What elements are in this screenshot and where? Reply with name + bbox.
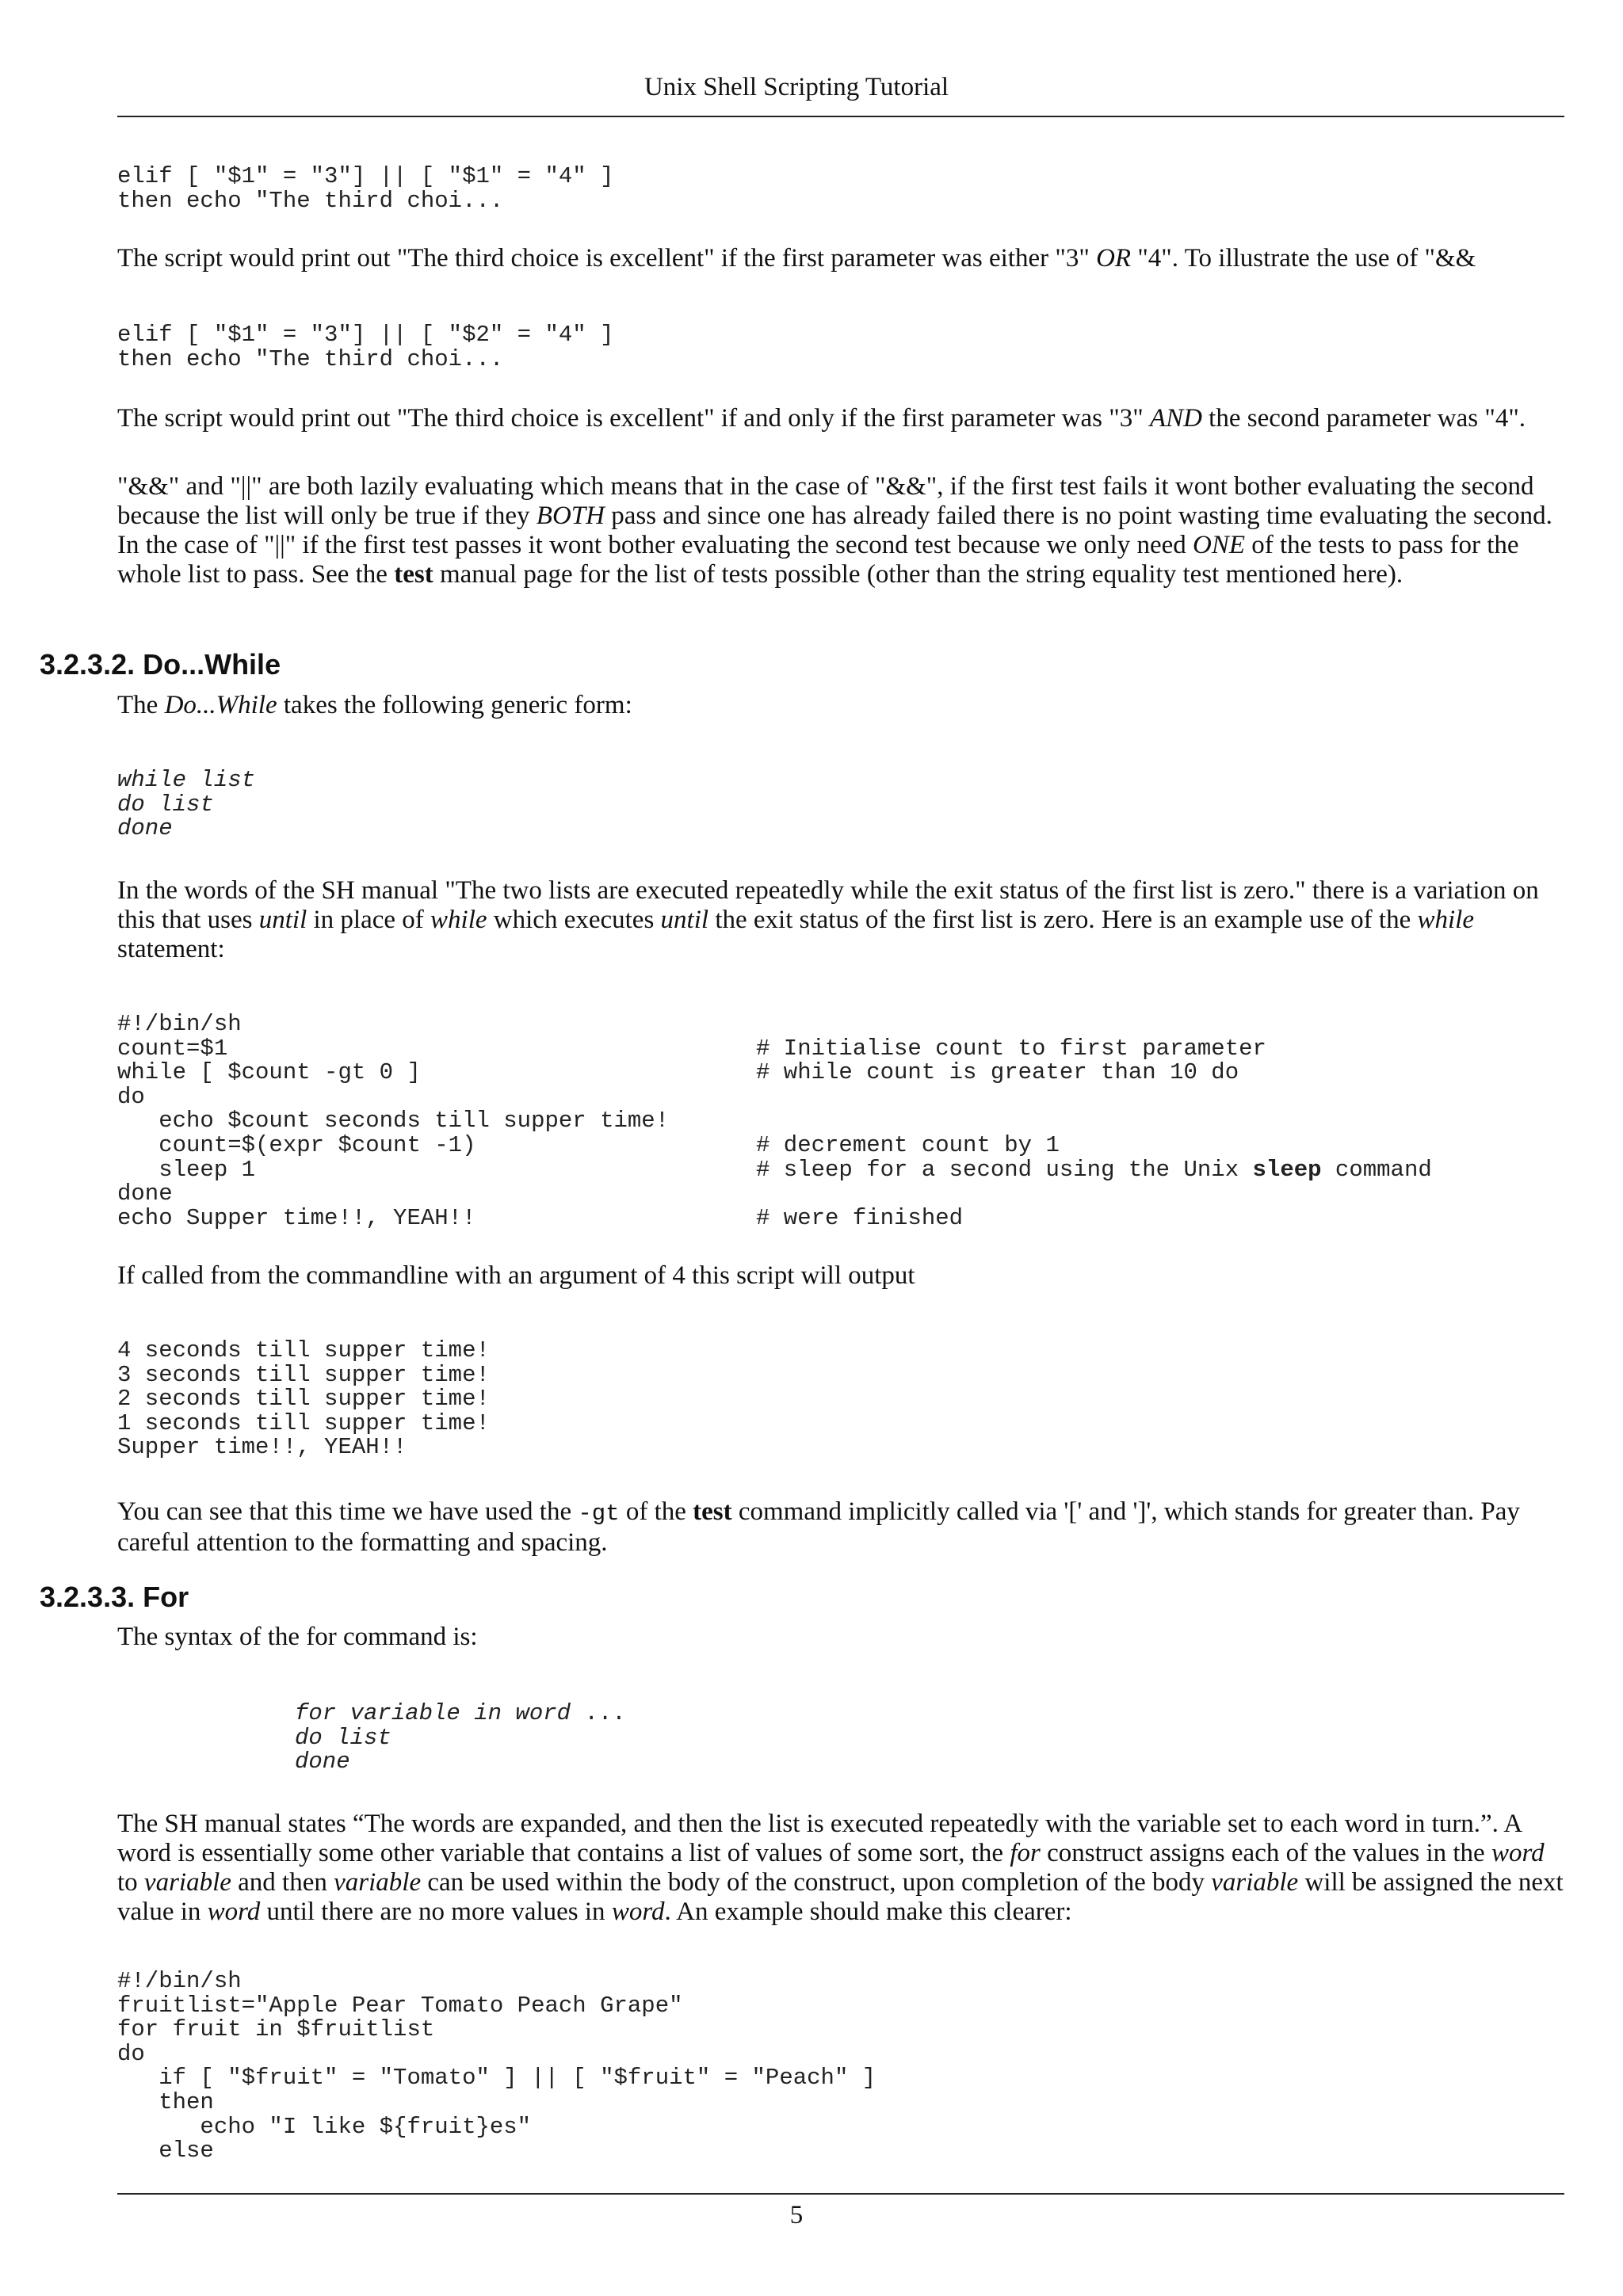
- code-line: #!/bin/sh: [117, 1968, 242, 1994]
- code-line: do list: [117, 791, 214, 818]
- code-line: 3 seconds till supper time!: [117, 1361, 490, 1388]
- footer-rule: [117, 2193, 1564, 2195]
- code-line: 4 seconds till supper time!: [117, 1337, 490, 1363]
- paragraph-and-example: The script would print out "The third choice is excellent" if and only if the first parameter was "3" AND the second parameter was "4".: [117, 404, 1526, 433]
- code-line: count=$(expr $count -1) # decrement count by 1: [117, 1131, 1060, 1158]
- code-line: for variable in word ...: [295, 1700, 626, 1726]
- code-line: then echo "The third choi...: [117, 187, 504, 214]
- code-line: do list: [295, 1724, 391, 1751]
- code-line: echo $count seconds till supper time!: [117, 1108, 670, 1135]
- paragraph-lazy-evaluation: "&&" and "||" are both lazily evaluating which means that in the case of "&&", if the first test fails it wont bother evaluating the second because the list will only be true if they BOTH pass and since one has already failed there is no point wasting time evaluating the second. In the case of "||" if the first test passes it wont bother evaluating the second test because we only need ONE of the tests to pass for the whole list to pass. See the test manual page for the list of tests possible (other than the string equality test mentioned here).: [117, 472, 1552, 589]
- code-line: while [ $count -gt 0 ] # while count is greater than 10 do: [117, 1059, 1239, 1086]
- code-line: if [ "$fruit" = "Tomato" ] || [ "$fruit" = "Peach" ]: [117, 2065, 876, 2092]
- code-comment: # were finished: [756, 1204, 964, 1231]
- paragraph-gt-explanation: You can see that this time we have used the -gt of the test command implicitly called via '[' and ']', which stands for greater than. Pay careful attention to the formatting and spacing.: [117, 1497, 1520, 1557]
- code-block-elif-and: [117, 323, 614, 372]
- code-line: elif [ "$1" = "3"] || [ "$2" = "4" ]: [117, 322, 614, 348]
- code-block-for-generic: [295, 1702, 626, 1775]
- code-line: else: [117, 2138, 214, 2164]
- header-rule: [117, 116, 1564, 117]
- code-comment: # Initialise count to first parameter: [756, 1035, 1266, 1062]
- code-line: while list: [117, 767, 256, 793]
- code-block-while-script: [117, 1013, 1544, 1230]
- code-line: do: [117, 1083, 145, 1110]
- paragraph-do-while-intro: The Do...While takes the following generic form:: [117, 691, 632, 719]
- code-line: do: [117, 2040, 145, 2067]
- code-line: done: [295, 1749, 350, 1775]
- code-comment: # decrement count by 1: [756, 1131, 1060, 1158]
- code-block-while-generic: [117, 769, 255, 841]
- code-line: echo Supper time!!, YEAH!! # were finished: [117, 1204, 964, 1231]
- code-comment: # while count is greater than 10 do: [756, 1059, 1239, 1086]
- code-line: 1 seconds till supper time!: [117, 1409, 490, 1436]
- paragraph-for-manual: The SH manual states “The words are expanded, and then the list is executed repeatedly with the variable set to each word in turn.”. A word is essentially some other variable that contains a list of values of some sort, the for construct assigns each of the values in the word to variable and then variable can be used within the body of the construct, upon completion of the body variable will be assigned the next value in word until there are no more values in word. An example should make this clearer:: [117, 1810, 1564, 1926]
- code-line: echo "I like ${fruit}es": [117, 2113, 532, 2140]
- paragraph-called-output: If called from the commandline with an argument of 4 this script will output: [117, 1261, 915, 1290]
- code-line: then echo "The third choi...: [117, 345, 504, 372]
- paragraph-sh-manual-while: In the words of the SH manual "The two lists are executed repeatedly while the exit status of the first list is zero." there is a variation on this that uses until in place of while which executes until the exit status of the first list is zero. Here is an example use of the while statement:: [117, 876, 1539, 963]
- code-line: elif [ "$1" = "3"] || [ "$1" = "4" ]: [117, 163, 614, 189]
- section-heading-do-while: 3.2.3.2. Do...While: [40, 648, 281, 681]
- code-line: done: [117, 1180, 173, 1207]
- code-block-for-script: [117, 1970, 876, 2164]
- page-number: 5: [789, 2201, 804, 2229]
- paragraph-or-example: The script would print out "The third choice is excellent" if the first parameter was either "3" OR "4". To illustrate the use of "&&: [117, 244, 1476, 273]
- running-header: Unix Shell Scripting Tutorial: [643, 73, 949, 101]
- section-heading-for: 3.2.3.3. For: [40, 1581, 189, 1613]
- code-line: 2 seconds till supper time!: [117, 1386, 490, 1413]
- code-line: count=$1 # Initialise count to first parameter: [117, 1035, 1266, 1062]
- code-line: Supper time!!, YEAH!!: [117, 1434, 407, 1461]
- code-line: for fruit in $fruitlist: [117, 2016, 435, 2043]
- code-line: fruitlist="Apple Pear Tomato Peach Grape": [117, 1992, 683, 2019]
- code-line: #!/bin/sh: [117, 1011, 242, 1037]
- code-line: sleep 1 # sleep for a second using the Unix sleep command: [117, 1156, 1432, 1183]
- code-block-while-output: [117, 1339, 490, 1460]
- code-line: done: [117, 815, 173, 842]
- code-comment: # sleep for a second using the Unix sleep command: [756, 1156, 1432, 1183]
- paragraph-for-intro: The syntax of the for command is:: [117, 1623, 478, 1651]
- code-line: then: [117, 2088, 214, 2115]
- code-block-elif-or: [117, 165, 614, 213]
